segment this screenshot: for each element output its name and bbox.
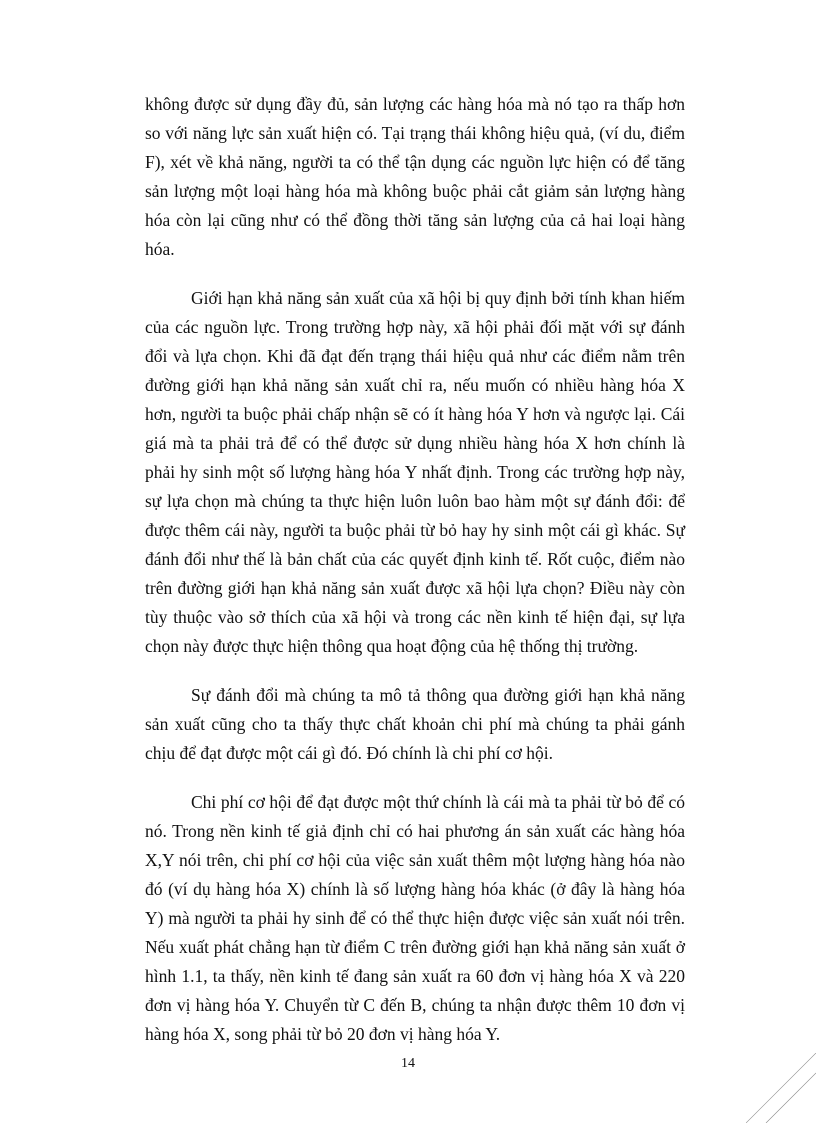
page-number: 14 (401, 1056, 415, 1071)
paragraph-2: Giới hạn khả năng sản xuất của xã hội bị quy định bởi tính khan hiếm của các nguồn lực. Trong trường hợp này, xã hội phải đối mặt với sự đánh đổi và lựa chọn. Khi đã đạt đến trạng thái hiệu quả như các điểm nằm trên đường giới hạn khả năng sản xuất chỉ ra, nếu muốn có nhiều hàng hóa X hơn, người ta buộc phải chấp nhận sẽ có ít hàng hóa Y hơn và ngược lại. Cái giá mà ta phải trả để có thể được sử dụng nhiều hàng hóa X hơn chính là phải hy sinh một số lượng hàng hóa Y nhất định. Trong các trường hợp này, sự lựa chọn mà chúng ta thực hiện luôn luôn bao hàm một sự đánh đổi: để được thêm cái này, người ta buộc phải từ bỏ hay hy sinh một cái gì khác. Sự đánh đổi như thế là bản chất của các quyết định kinh tế. Rốt cuộc, điểm nào trên đường giới hạn khả năng sản xuất được xã hội lựa chọn? Điều này còn tùy thuộc vào sở thích của xã hội và trong các nền kinh tế hiện đại, sự lựa chọn này được thực hiện thông qua hoạt động của hệ thống thị trường. (145, 288, 685, 656)
paragraph-4: Chi phí cơ hội để đạt được một thứ chính là cái mà ta phải từ bỏ để có nó. Trong nền kinh tế giả định chỉ có hai phương án sản xuất các hàng hóa X,Y nói trên, chi phí cơ hội của việc sản xuất thêm một lượng hàng hóa nào đó (ví dụ hàng hóa X) chính là số lượng hàng hóa khác (ở đây là hàng hóa Y) mà người ta phải hy sinh để có thể thực hiện được việc sản xuất nói trên. Nếu xuất phát chẳng hạn từ điểm C trên đường giới hạn khả năng sản xuất ở hình 1.1, ta thấy, nền kinh tế đang sản xuất ra 60 đơn vị hàng hóa X và 220 đơn vị hàng hóa Y. Chuyển từ C đến B, chúng ta nhận được thêm 10 đơn vị hàng hóa X, song phải từ bỏ 20 đơn vị hàng hóa Y. (145, 792, 685, 1044)
page-corner-lines (746, 1053, 816, 1123)
paragraph-3: Sự đánh đổi mà chúng ta mô tả thông qua đường giới hạn khả năng sản xuất cũng cho ta thấy thực chất khoản chi phí mà chúng ta phải gánh chịu để đạt được một cái gì đó. Đó chính là chi phí cơ hội. (145, 685, 685, 763)
page-body (145, 90, 685, 1069)
paragraph-1: không được sử dụng đầy đủ, sản lượng các hàng hóa mà nó tạo ra thấp hơn so với năng lực sản xuất hiện có. Tại trạng thái không hiệu quả, (ví du, điểm F), xét về khả năng, người ta có thể tận dụng các nguồn lực hiện có để tăng sản lượng một loại hàng hóa mà không buộc phải cắt giảm sản lượng hàng hóa còn lại cũng như có thể đồng thời tăng sản lượng của cả hai loại hàng hóa. (145, 94, 685, 259)
